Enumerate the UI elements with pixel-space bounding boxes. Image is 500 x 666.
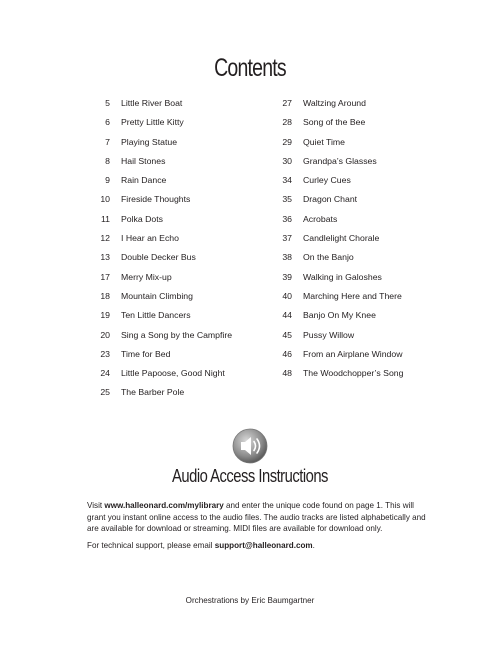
toc-page-number: 8 [105, 155, 110, 166]
toc-song-title: Curley Cues [303, 175, 351, 186]
toc-page-number: 30 [282, 155, 292, 166]
toc-page-number: 18 [100, 290, 110, 301]
toc-page-number: 9 [105, 175, 110, 186]
toc-song-title: Dragon Chant [303, 194, 358, 205]
toc-page-number: 13 [100, 252, 110, 263]
toc-entry [80, 171, 265, 190]
toc-song-title: Playing Statue [121, 136, 178, 147]
toc-song-title: Song of the Bee [303, 117, 366, 128]
audio-instructions-paragraph [87, 500, 427, 535]
toc-page-number: 17 [100, 271, 110, 282]
toc-entry [262, 171, 462, 190]
toc-song-title: Rain Dance [121, 175, 167, 186]
toc-page-number: 39 [282, 271, 292, 282]
toc-entry [262, 326, 462, 345]
toc-song-title: The Woodchopper’s Song [303, 368, 404, 379]
toc-page-number: 35 [282, 194, 292, 205]
toc-page-number: 19 [100, 310, 110, 321]
toc-entry [80, 94, 265, 113]
toc-song-title: Little Papoose, Good Night [121, 368, 225, 379]
toc-song-title: Walking in Galoshes [303, 271, 382, 282]
toc-entry [262, 229, 462, 248]
support-paragraph [87, 540, 427, 552]
audio-section-title: Audio Access Instructions [172, 466, 328, 486]
toc-entry [262, 152, 462, 171]
toc-page-number: 38 [282, 252, 292, 263]
toc-page-number: 5 [105, 98, 110, 108]
toc-song-title: Little River Boat [121, 98, 183, 108]
toc-song-title: Ten Little Dancers [121, 310, 191, 321]
page-title: Contents [214, 54, 286, 82]
toc-entry [80, 326, 265, 345]
library-url[interactable]: www.halleonard.com/mylibrary [104, 501, 224, 510]
toc-entry [262, 364, 462, 383]
toc-entry [80, 345, 265, 364]
toc-page-number: 23 [100, 348, 110, 359]
toc-entry [80, 287, 265, 306]
toc-entry [80, 210, 265, 229]
toc-entry [80, 268, 265, 287]
text-instructions: and enter the unique code found on page 1. This will grant you instant online access to the audio files. The audio tracks are listed alphabetically and are available for download or streaming. MIDI files are available for download only. [87, 501, 426, 533]
toc-song-title: Pretty Little Kitty [121, 117, 184, 128]
toc-page-number: 46 [282, 348, 292, 359]
toc-song-title: Hail Stones [121, 155, 166, 166]
toc-song-title: Grandpa’s Glasses [303, 155, 377, 166]
toc-entry [80, 383, 265, 402]
toc-page-number: 45 [282, 329, 292, 340]
toc-page-number: 34 [282, 175, 292, 186]
toc-entry [80, 113, 265, 132]
toc-page-number: 11 [100, 213, 110, 224]
toc-song-title: Waltzing Around [303, 98, 366, 108]
toc-song-title: Fireside Thoughts [121, 194, 191, 205]
toc-page-number: 36 [282, 213, 292, 224]
toc-song-title: Pussy Willow [303, 329, 355, 340]
toc-entry [80, 152, 265, 171]
orchestration-credit: Orchestrations by Eric Baumgartner [185, 596, 315, 605]
toc-left-column [80, 94, 265, 403]
toc-song-title: Time for Bed [121, 348, 171, 359]
toc-song-title: Polka Dots [121, 213, 164, 224]
toc-entry [262, 306, 462, 325]
toc-entry [80, 229, 265, 248]
toc-entry [262, 287, 462, 306]
text-visit: Visit [87, 501, 105, 510]
toc-song-title: Mountain Climbing [121, 290, 193, 301]
toc-entry [262, 94, 462, 113]
support-email[interactable]: support@halleonard.com [214, 541, 313, 550]
toc-song-title: The Barber Pole [121, 387, 185, 398]
toc-song-title: Candlelight Chorale [303, 233, 380, 244]
toc-song-title: Merry Mix-up [121, 271, 172, 282]
speaker-icon [232, 428, 268, 464]
toc-entry [262, 248, 462, 267]
toc-song-title: I Hear an Echo [121, 233, 179, 244]
toc-page-number: 25 [100, 387, 110, 398]
toc-page-number: 40 [282, 290, 292, 301]
toc-page-number: 44 [282, 310, 292, 321]
toc-song-title: Banjo On My Knee [303, 310, 376, 321]
toc-entry [80, 248, 265, 267]
toc-entry [262, 133, 462, 152]
toc-song-title: Double Decker Bus [121, 252, 196, 263]
toc-entry [262, 190, 462, 209]
toc-song-title: Sing a Song by the Campfire [121, 329, 233, 340]
toc-entry [262, 268, 462, 287]
toc-entry [262, 345, 462, 364]
toc-page-number: 20 [100, 329, 110, 340]
toc-page-number: 7 [105, 136, 110, 147]
toc-song-title: Marching Here and There [303, 290, 402, 301]
text-support: For technical support, please email [87, 541, 215, 550]
toc-entry [262, 113, 462, 132]
toc-song-title: Quiet Time [303, 136, 346, 147]
toc-song-title: On the Banjo [303, 252, 354, 263]
toc-page-number: 27 [282, 98, 292, 108]
toc-entry [80, 190, 265, 209]
toc-entry [262, 210, 462, 229]
toc-song-title: Acrobats [303, 213, 338, 224]
toc-page-number: 28 [282, 117, 292, 128]
toc-page-number: 48 [282, 368, 292, 379]
toc-page-number: 37 [282, 233, 292, 244]
toc-page-number: 12 [100, 233, 110, 244]
text-period: . [312, 541, 315, 550]
toc-entry [80, 364, 265, 383]
toc-page-number: 24 [100, 368, 110, 379]
toc-page-number: 10 [100, 194, 110, 205]
toc-entry [80, 133, 265, 152]
toc-page-number: 6 [105, 117, 110, 128]
toc-entry [80, 306, 265, 325]
toc-song-title: From an Airplane Window [303, 348, 403, 359]
toc-right-column [262, 94, 462, 383]
toc-page-number: 29 [282, 136, 292, 147]
